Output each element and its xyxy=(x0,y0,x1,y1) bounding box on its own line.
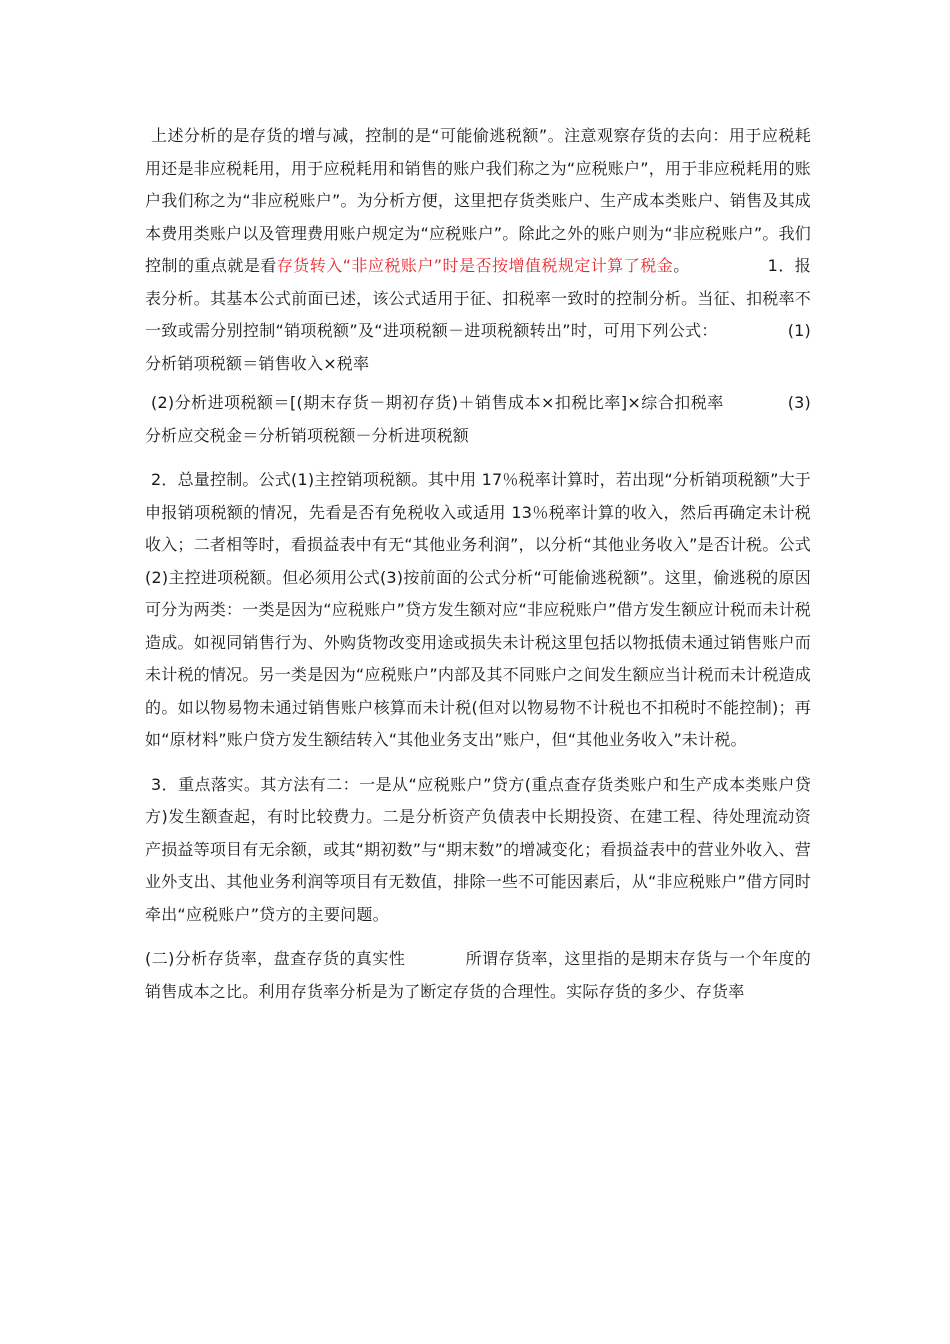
intro-text: 上述分析的是存货的增与减，控制的是“可能偷逃税额”。注意观察存货的去向：用于应税耗用还是非应税耗用，用于应税耗用和销售的账户我们称之为“应税账户”，用于非应税耗用的账户我们称之为“非应税账户”。为分析方便，这里把存货类账户、生产成本类账户、销售及其成本费用类账户以及管理费用账户规定为“应税账户”。除此之外的账户则为“非应税账户”。我们控制的重点就是看 xyxy=(145,126,811,275)
item-report-analysis: 1．报表分析。其基本公式前面已述，该公式适用于征、扣税率一致时的控制分析。当征、扣税率不一致或需分别控制“销项税额”及“进项税额－进项税额转出”时，可用下列公式： xyxy=(145,256,811,340)
section-heading: (二)分析存货率，盘查存货的真实性 xyxy=(145,949,406,968)
paragraph-key-implementation: 3．重点落实。其方法有二：一是从“应税账户”贷方(重点查存货类账户和生产成本类账户贷方)发生额查起，有时比较费力。二是分析资产负债表中长期投资、在建工程、待处理流动资产损益等项目有无余额，或其“期初数”与“期末数”的增减变化；看损益表中的营业外收入、营业外支出、其他业务利润等项目有无数值，排除一些不可能因素后，从“非应税账户”借方同时牵出“应税账户”贷方的主要问题。 xyxy=(145,774,811,924)
paragraph-inventory-rate xyxy=(145,943,811,1008)
formula-2: (2)分析进项税额＝[(期末存货－期初存货)＋销售成本×扣税比率]×综合扣税率 xyxy=(151,393,724,412)
formula-1: (1)分析销项税额＝销售收入×税率 xyxy=(145,321,811,373)
paragraph-formulas xyxy=(145,387,811,452)
formula-3: (3)分析应交税金＝分析销项税额－分析进项税额 xyxy=(145,393,811,445)
paragraph-inventory-analysis xyxy=(145,120,811,380)
highlight-end-punct: 。 xyxy=(673,256,690,275)
highlighted-text: 存货转入“非应税账户”时是否按增值税规定计算了税金 xyxy=(276,256,674,275)
section-text: 所谓存货率，这里指的是期末存货与一个年度的销售成本之比。利用存货率分析是为了断定存货的合理性。实际存货的多少、存货率 xyxy=(145,949,812,1001)
paragraph-total-control: 2．总量控制。公式(1)主控销项税额。其中用 17％税率计算时，若出现“分析销项税额”大于申报销项税额的情况，先看是否有免税收入或适用 13％税率计算的收入，然后再确定未计税收入；二者相等时，看损益表中有无“其他业务利润”，以分析“其他业务收入”是否计税。公式(2)主控进项税额。但必须用公式(3)按前面的公式分析“可能偷逃税额”。这里，偷逃税的原因可分为两类：一类是因为“应税账户”贷方发生额对应“非应税账户”借方发生额应计税而未计税造成。如视同销售行为、外购货物改变用途或损失未计税这里包括以物抵债未通过销售账户而未计税的情况。另一类是因为“应税账户”内部及其不同账户之间发生额应当计税而未计税造成的。如以物易物未通过销售账户核算而未计税(但对以物易物不计税也不扣税时不能控制)；再如“原材料”账户贷方发生额结转入“其他业务支出”账户，但“其他业务收入”未计税。 xyxy=(145,470,811,749)
document-page xyxy=(145,120,811,1008)
